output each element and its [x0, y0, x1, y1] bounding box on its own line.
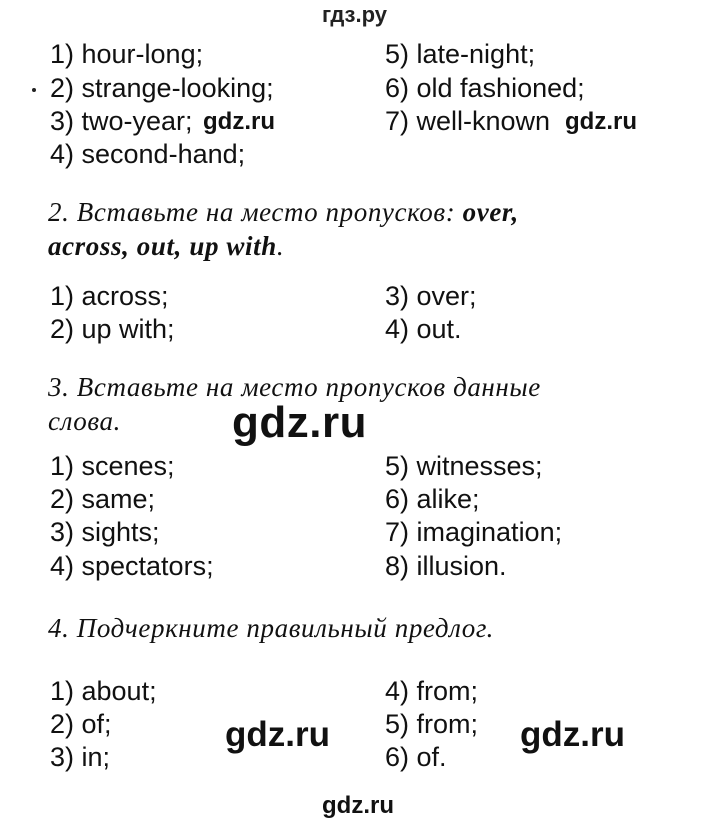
s3-heading-line2: слова. — [48, 406, 121, 436]
s2-heading-line1 — [48, 197, 519, 228]
s4-item-6: 6) of. — [385, 742, 447, 772]
s3-item-7: 7) imagination; — [385, 517, 563, 547]
s3-item-2: 2) same; — [50, 484, 156, 514]
s4-item-1: 1) about; — [50, 676, 157, 706]
s1-item-6: 6) old fashioned; — [385, 73, 585, 103]
watermark-big: gdz.ru — [232, 398, 367, 447]
s1-item-5: 5) late-night; — [385, 39, 536, 69]
watermark-top: гдз.ру — [322, 2, 387, 27]
s2-item-3: 3) over; — [385, 281, 477, 311]
watermark-footer: gdz.ru — [322, 792, 394, 819]
stray-dot — [32, 88, 36, 92]
watermark-inline-2: gdz.ru — [565, 108, 637, 135]
watermark-inline-1: gdz.ru — [203, 108, 275, 135]
s1-item-2: 2) strange-looking; — [50, 73, 274, 103]
watermark-bottom-left: gdz.ru — [225, 715, 330, 754]
s2-heading-prefix: 2. Вставьте на место пропусков: — [48, 197, 463, 227]
s2-item-4: 4) out. — [385, 314, 462, 344]
s2-heading-suffix: . — [276, 231, 285, 261]
s2-heading-bold-2: across, out, up with — [48, 231, 277, 261]
s2-item-2: 2) up with; — [50, 314, 175, 344]
s4-item-2: 2) of; — [50, 709, 112, 739]
s4-heading: 4. Подчеркните правильный предлог. — [48, 613, 495, 643]
s1-item-1: 1) hour-long; — [50, 39, 204, 69]
s4-item-4: 4) from; — [385, 676, 479, 706]
s3-item-1: 1) scenes; — [50, 451, 175, 481]
s3-item-3: 3) sights; — [50, 517, 160, 547]
s1-item-4: 4) second-hand; — [50, 139, 246, 169]
s3-item-6: 6) alike; — [385, 484, 480, 514]
s3-item-8: 8) illusion. — [385, 551, 507, 581]
s3-heading-line1: 3. Вставьте на место пропусков данные — [48, 372, 541, 402]
watermark-bottom-right: gdz.ru — [520, 715, 625, 754]
s4-item-3: 3) in; — [50, 742, 111, 772]
s3-item-5: 5) witnesses; — [385, 451, 543, 481]
s2-heading-bold-1: over, — [462, 197, 519, 227]
s3-item-4: 4) spectators; — [50, 551, 214, 581]
s1-item-7: 7) well-known — [385, 106, 551, 136]
s4-item-5: 5) from; — [385, 709, 479, 739]
s2-heading-line2 — [48, 231, 284, 262]
s2-item-1: 1) across; — [50, 281, 169, 311]
s1-item-3: 3) two-year; — [50, 106, 193, 136]
